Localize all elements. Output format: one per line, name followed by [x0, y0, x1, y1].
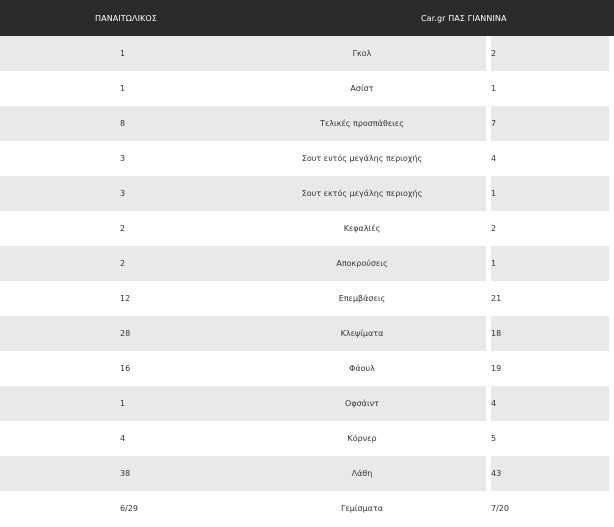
table-row [0, 71, 614, 106]
table-row [0, 176, 614, 211]
stat-label: Οφσάιντ [238, 386, 486, 421]
away-value: 2 [491, 211, 609, 246]
stat-label: Ασίστ [238, 71, 486, 106]
home-value: 1 [0, 386, 248, 421]
stat-label: Σουτ εντός μεγάλης περιοχής [238, 141, 486, 176]
away-value: 7 [491, 106, 609, 141]
stat-label: Φάουλ [238, 351, 486, 386]
home-team-header: ΠΑΝΑΙΤΩΛΙΚΟΣ [0, 0, 248, 36]
stat-label: Σουτ εκτός μεγάλης περιοχής [238, 176, 486, 211]
away-value: 1 [491, 246, 609, 281]
table-row [0, 351, 614, 386]
home-value: 1 [0, 71, 248, 106]
stat-label: Κόρνερ [238, 421, 486, 456]
away-team-header [421, 0, 614, 36]
table-row [0, 246, 614, 281]
home-value: 4 [0, 421, 248, 456]
table-row [0, 491, 614, 526]
table-row [0, 386, 614, 421]
table-body [0, 36, 614, 526]
away-value: 4 [491, 141, 609, 176]
away-value: 4 [491, 386, 609, 421]
stat-label: Αποκρούσεις [238, 246, 486, 281]
away-value: 1 [491, 176, 609, 211]
away-value: 2 [491, 36, 609, 71]
away-value: 43 [491, 456, 609, 491]
table-row [0, 141, 614, 176]
table-row [0, 211, 614, 246]
table-row [0, 281, 614, 316]
home-value: 2 [0, 246, 248, 281]
header-row [0, 0, 614, 36]
away-team-header-label: Car.gr ΠΑΣ ΓΙΑΝΝΙΝΑ [421, 13, 507, 23]
home-value: 16 [0, 351, 248, 386]
table-row [0, 421, 614, 456]
home-value: 12 [0, 281, 248, 316]
away-value: 19 [491, 351, 609, 386]
stat-label: Κεφαλιές [238, 211, 486, 246]
table-row [0, 106, 614, 141]
table-row [0, 316, 614, 351]
away-value: 18 [491, 316, 609, 351]
home-value: 3 [0, 141, 248, 176]
stat-label: Γεμίσματα [238, 491, 486, 526]
table-row [0, 456, 614, 491]
table-header [0, 0, 614, 36]
home-value: 1 [0, 36, 248, 71]
stat-label: Τελικές προσπάθειες [238, 106, 486, 141]
table-row [0, 36, 614, 71]
home-value: 2 [0, 211, 248, 246]
stat-label: Κλεψίματα [238, 316, 486, 351]
away-value: 21 [491, 281, 609, 316]
stat-label: Επεμβάσεις [238, 281, 486, 316]
home-value: 3 [0, 176, 248, 211]
home-value: 28 [0, 316, 248, 351]
away-value: 5 [491, 421, 609, 456]
stat-label: Λάθη [238, 456, 486, 491]
away-value: 7/20 [491, 491, 609, 526]
away-value: 1 [491, 71, 609, 106]
home-value: 8 [0, 106, 248, 141]
home-value: 6/29 [0, 491, 248, 526]
stat-label: Γκολ [238, 36, 486, 71]
home-value: 38 [0, 456, 248, 491]
